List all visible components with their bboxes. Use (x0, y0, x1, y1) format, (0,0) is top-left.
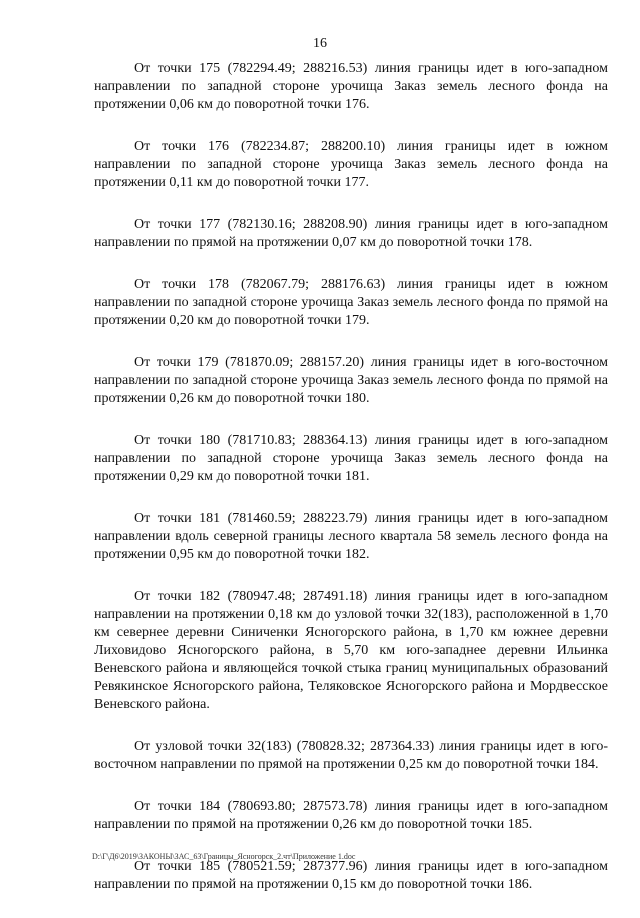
paragraph-point-181: От точки 181 (781460.59; 288223.79) линия границы идет в юго-западном направлении вдоль северной границы лесного квартала 58 земель лесного фонда на протяжении 0,95 км до поворотной точки 182. (94, 511, 608, 562)
paragraph-point-180: От точки 180 (781710.83; 288364.13) линия границы идет в юго-западном направлении по западной стороне урочища Заказ земель лесного фонда на протяжении 0,29 км до поворотной точки 181. (94, 433, 608, 484)
paragraph-point-185: От точки 185 (780521.59; 287377.96) линия границы идет в юго-западном направлении по прямой на протяжении 0,15 км до поворотной точки 186. (94, 859, 608, 892)
paragraph-point-183: От узловой точки 32(183) (780828.32; 287364.33) линия границы идет в юго-восточном направлении по прямой на протяжении 0,25 км до поворотной точки 184. (94, 739, 608, 772)
paragraph-point-182: От точки 182 (780947.48; 287491.18) линия границы идет в юго-западном направлении на протяжении 0,18 км до узловой точки 32(183), расположенной в 1,70 км севернее деревни Синиченки Ясногорского района, в 1,70 км южнее деревни Лиховидово Ясногорского района, в 5,70 км юго-западнее деревни Ильинка Веневского района и являющейся точкой стыка границ муниципальных образований Ревякинское Ясногорского района, Теляковское Ясногорского района и Мордвесское Веневского района. (94, 589, 608, 712)
paragraph-point-184: От точки 184 (780693.80; 287573.78) линия границы идет в юго-западном направлении по прямой на протяжении 0,26 км до поворотной точки 185. (94, 799, 608, 832)
paragraph-point-178: От точки 178 (782067.79; 288176.63) линия границы идет в южном направлении по западной стороне урочища Заказ земель лесного фонда по прямой на протяжении 0,20 км до поворотной точки 179. (94, 277, 608, 328)
paragraph-point-176: От точки 176 (782234.87; 288200.10) линия границы идет в южном направлении по западной стороне урочища Заказ земель лесного фонда на протяжении 0,11 км до поворотной точки 177. (94, 139, 608, 190)
document-body (94, 60, 608, 918)
paragraph-point-179: От точки 179 (781870.09; 288157.20) линия границы идет в юго-восточном направлении по западной стороне урочища Заказ земель лесного фонда по прямой на протяжении 0,26 км до поворотной точки 180. (94, 355, 608, 406)
page-number: 16 (313, 36, 327, 51)
footer-file-path: D:\Г\Д6\2019\ЗАКОНЫ\ЗАС_63\Границы_Ясногорск_2.чт\Приложение 1.doc (92, 852, 356, 861)
paragraph-point-175: От точки 175 (782294.49; 288216.53) линия границы идет в юго-западном направлении по западной стороне урочища Заказ земель лесного фонда на протяжении 0,06 км до поворотной точки 176. (94, 61, 608, 112)
paragraph-point-177: От точки 177 (782130.16; 288208.90) линия границы идет в юго-западном направлении по прямой на протяжении 0,07 км до поворотной точки 178. (94, 217, 608, 250)
